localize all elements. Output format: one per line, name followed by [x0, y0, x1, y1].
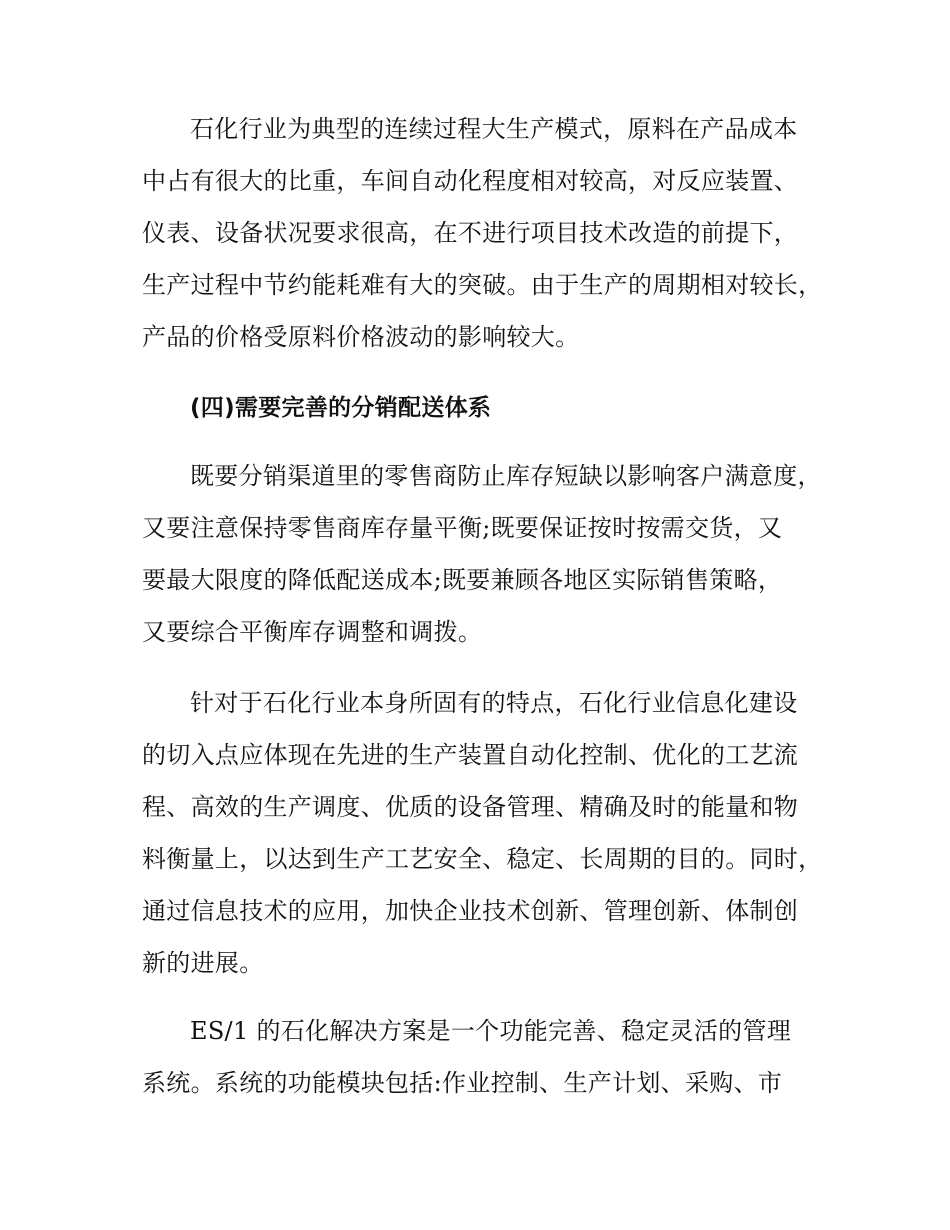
paragraph-line: 生产过程中节约能耗难有大的突破。由于生产的周期相对较长， — [142, 271, 823, 299]
paragraph-petrochemical-characteristics — [142, 103, 842, 363]
paragraph-line: 又要综合平衡库存调整和调拨。 — [142, 618, 483, 646]
section-heading-text: (四)需要完善的分销配送体系 — [190, 395, 492, 421]
paragraph-distribution-system — [142, 450, 842, 658]
paragraph-line: 通过信息技术的应用，加快企业技术创新、管理创新、体制创 — [142, 897, 799, 925]
paragraph-informatization-entry-point — [142, 677, 842, 989]
paragraph-line: 石化行业为典型的连续过程大生产模式，原料在产品成本 — [190, 115, 798, 143]
paragraph-line: 产品的价格受原料价格波动的影响较大。 — [142, 323, 580, 351]
section-heading — [142, 382, 842, 434]
paragraph-line: 程、高效的生产调度、优质的设备管理、精确及时的能量和物 — [142, 793, 799, 821]
paragraph-line: 又要注意保持零售商库存量平衡;既要保证按时按需交货，又 — [142, 514, 783, 542]
paragraph-es1-solution — [142, 1005, 842, 1109]
paragraph-line: 仪表、设备状况要求很高，在不进行项目技术改造的前提下， — [142, 219, 799, 247]
paragraph-line: 新的进展。 — [142, 949, 264, 977]
paragraph-line: 的切入点应体现在先进的生产装置自动化控制、优化的工艺流 — [142, 741, 799, 769]
paragraph-line: 系统。系统的功能模块包括:作业控制、生产计划、采购、市 — [142, 1069, 783, 1097]
paragraph-line: 中占有很大的比重，车间自动化程度相对较高，对反应装置、 — [142, 167, 799, 195]
paragraph-line: 料衡量上，以达到生产工艺安全、稳定、长周期的目的。同时， — [142, 845, 823, 873]
paragraph-line: 既要分销渠道里的零售商防止库存短缺以影响客户满意度， — [190, 462, 822, 490]
paragraph-line: ES/1 的石化解决方案是一个功能完善、稳定灵活的管理 — [190, 1017, 792, 1045]
paragraph-line: 要最大限度的降低配送成本;既要兼顾各地区实际销售策略， — [142, 566, 783, 594]
paragraph-line: 针对于石化行业本身所固有的特点，石化行业信息化建设 — [190, 689, 798, 717]
